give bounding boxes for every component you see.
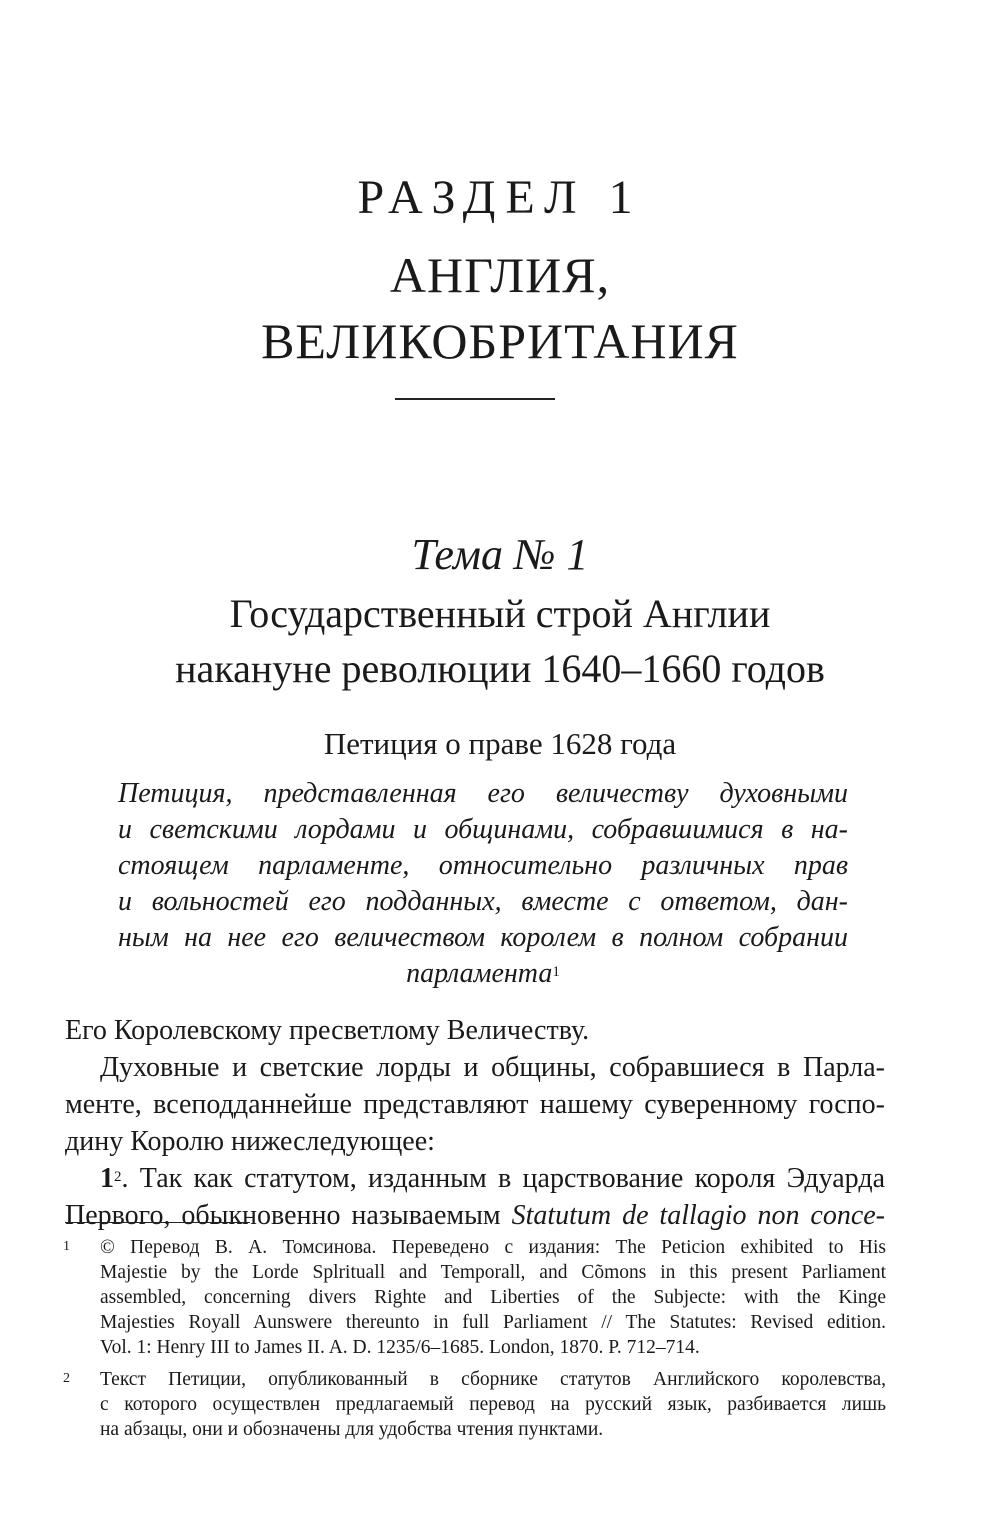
footnote-1-line: assembled, concerning divers Righte and Liberties of the Subjecte: with the Kinge xyxy=(100,1287,886,1308)
document-subtitle-last-line xyxy=(118,956,848,992)
document-subtitle-line: ным на нее его величеством королем в полном собрании xyxy=(118,922,848,953)
document-subtitle-line: и вольностей его подданных, вместе с ответом, дан- xyxy=(118,886,848,917)
topic-label: Тема № 1 xyxy=(411,530,589,579)
item-1-text-2: Первого, обыкновенно называемым xyxy=(65,1200,512,1231)
footnote-1-line: © Перевод В. А. Томсинова. Переведено с издания: The Peticion exhibited to His xyxy=(100,1237,886,1258)
document-subtitle-line: стоящем парламенте, относительно различных прав xyxy=(118,850,848,881)
topic-title-line-1: Государственный строй Англии xyxy=(229,591,771,636)
document-title: Петиция о праве 1628 года xyxy=(323,726,677,761)
footnote-divider xyxy=(65,1222,250,1223)
address-line: Его Королевскому пресветлому Величеству. xyxy=(65,1015,590,1046)
section-title-line-2: ВЕЛИКОБРИТАНИЯ xyxy=(261,313,739,369)
document-subtitle-text: парламента xyxy=(406,958,553,989)
footnote-2-number: 2 xyxy=(63,1371,70,1386)
item-1-line-1 xyxy=(100,1161,885,1197)
document-subtitle-line: Петиция, представленная его величеству духовными xyxy=(118,778,848,809)
section-divider xyxy=(395,398,555,400)
body-paragraph-line: менте, всеподданнейше представляют нашему суверенному госпо- xyxy=(65,1089,885,1120)
footnote-1-number: 1 xyxy=(63,1239,70,1254)
item-1-line-2 xyxy=(65,1198,885,1234)
footnote-ref-2[interactable]: 2 xyxy=(114,1169,122,1185)
footnote-1-line: Majestie by the Lorde Splrituall and Temporall, and Cõmons in this present Parliament xyxy=(100,1262,886,1283)
footnote-2-line: на абзацы, они и обозначены для удобства чтения пунктами. xyxy=(100,1419,604,1440)
document-subtitle-line: и светскими лордами и общинами, собравшимися в на- xyxy=(118,814,848,845)
section-label: РАЗДЕЛ 1 xyxy=(357,171,643,224)
latin-statute-title: Statutum de tallagio non conce- xyxy=(511,1200,886,1231)
footnote-1-line: Majesties Royall Aunswere thereunto in full Parliament // The Statutes: Revised edition. xyxy=(100,1312,886,1333)
section-title-line-1: АНГЛИЯ, xyxy=(389,247,611,303)
footnote-ref-1[interactable]: 1 xyxy=(552,964,560,980)
footnote-1-line: Vol. 1: Henry III to James II. A. D. 1235/6–1685. London, 1870. P. 712–714. xyxy=(100,1337,700,1358)
item-1-text: . Так как статутом, изданным в царствование короля Эдуарда xyxy=(121,1163,885,1194)
footnote-2-line: с которого осуществлен предлагаемый перевод на русский язык, разбивается лишь xyxy=(100,1394,886,1415)
body-paragraph-line: Духовные и светские лорды и общины, собравшиеся в Парла- xyxy=(100,1052,885,1083)
topic-title-line-2: накануне революции 1640–1660 годов xyxy=(175,646,825,691)
footnote-2-line: Текст Петиции, опубликованный в сборнике статутов Английского королевства, xyxy=(100,1369,886,1390)
item-number: 1 xyxy=(100,1163,114,1194)
body-paragraph-line: дину Королю нижеследующее: xyxy=(65,1126,435,1157)
